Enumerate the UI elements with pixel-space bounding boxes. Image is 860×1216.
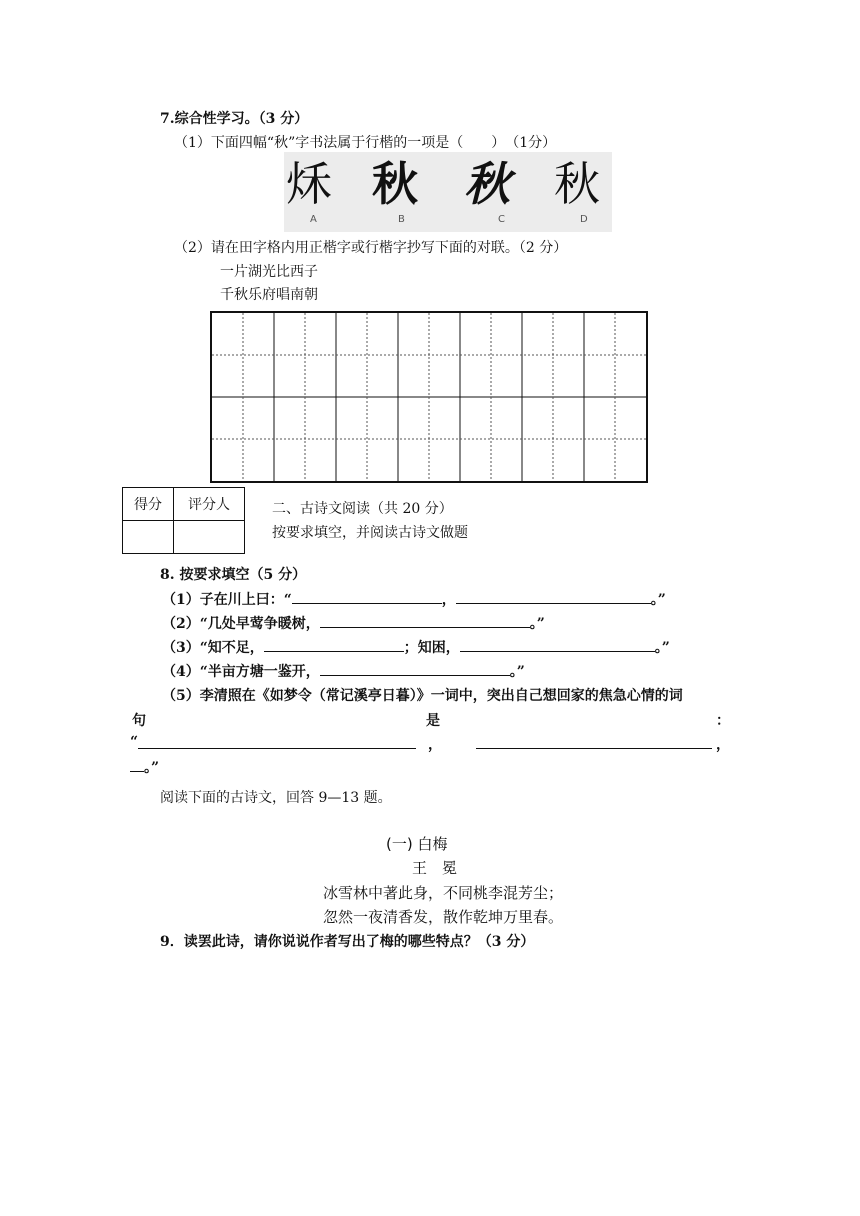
calligraphy-b: 秋 [372,157,418,211]
q7-sub1: （1）下面四幅“秋”字书法属于行楷的一项是（ ） （1分） [174,135,557,151]
section2-instruction: 按要求填空，并阅读古诗文做题 [272,525,468,541]
q8-item-5-line-1: （5）李清照在《如梦令（常记溪亭日暮）》一词中，突出自己想回家的焦急心情的词 [162,688,683,704]
tianzige-grid[interactable] [210,311,648,483]
q8-item-2-end: 。” [529,616,545,632]
poem-author: 王 冕 [412,859,458,877]
q8-item-3-end: 。” [654,640,670,656]
q8-item-1-mid: ， [441,592,456,608]
blank-1a[interactable] [292,589,442,604]
blank-4[interactable] [320,661,510,676]
q8-item-3-prefix: （3）“知不足， [162,640,264,656]
q8-item-5-ju: 句 [132,713,146,729]
letter-d: D [580,214,588,225]
calligraphy-c: 秋 [464,157,510,211]
score-header: 得分 [123,488,174,521]
blank-3b[interactable] [460,637,655,652]
grader-header: 评分人 [174,488,245,521]
blank-5b[interactable] [476,734,712,749]
q8-item-5-end: 。” [144,760,160,776]
section2-heading: 二、古诗文阅读（共 20 分） [272,501,453,517]
score-cell[interactable] [123,521,174,554]
calligraphy-image [284,152,612,232]
poem-title: (一) 白梅 [386,835,448,853]
q8-title: 8. 按要求填空（5 分） [160,567,307,583]
blank-5a[interactable] [138,734,416,749]
q8-item-5-comma-2: ， [716,737,730,753]
letter-b: B [398,214,405,225]
q8-item-4 [162,661,525,681]
score-table [122,487,245,554]
calligraphy-d: 秋 [554,157,600,211]
blank-3a[interactable] [264,637,404,652]
q7-title: 7.综合性学习。（3 分） [160,111,309,127]
q8-item-4-end: 。” [509,664,525,680]
q8-item-4-prefix: （4）“半亩方塘一鉴开， [162,664,320,680]
q8-item-5-comma: ， [428,737,442,753]
q8-item-2-prefix: （2）“几处早莺争暖树， [162,616,320,632]
poem-line-1: 冰雪林中著此身，不同桃李混芳尘； [323,884,564,902]
q8-item-5-colon: ： [716,713,730,729]
calligraphy-a: 秌 [286,157,332,211]
letter-c: C [498,214,505,225]
poem-line-2: 忽然一夜清香发，散作乾坤万里春。 [323,908,564,926]
q8-item-3-mid: ；知困， [403,640,460,656]
q9-text: 9．读罢此诗，请你说说作者写出了梅的哪些特点？（3 分） [160,934,535,950]
reading-intro: 阅读下面的古诗文，回答 9—13 题。 [160,790,392,806]
q8-item-1-prefix: （1）子在川上曰：“ [162,592,292,608]
q8-item-5-open: “ [130,734,139,750]
q8-item-1 [162,589,666,609]
q8-item-3 [162,637,670,657]
blank-5c[interactable] [130,757,144,772]
q8-item-2 [162,613,545,633]
couplet-line-1: 一片湖光比西子 [220,264,318,280]
blank-1b[interactable] [456,589,651,604]
letter-a: A [310,214,317,225]
q8-item-1-end: 。” [650,592,666,608]
blank-2[interactable] [320,613,530,628]
grader-cell[interactable] [174,521,245,554]
couplet-line-2: 千秋乐府唱南朝 [220,287,318,303]
q8-item-5-shi: 是 [426,713,440,729]
q7-sub2: （2）请在田字格内用正楷字或行楷字抄写下面的对联。（2 分） [174,240,568,256]
